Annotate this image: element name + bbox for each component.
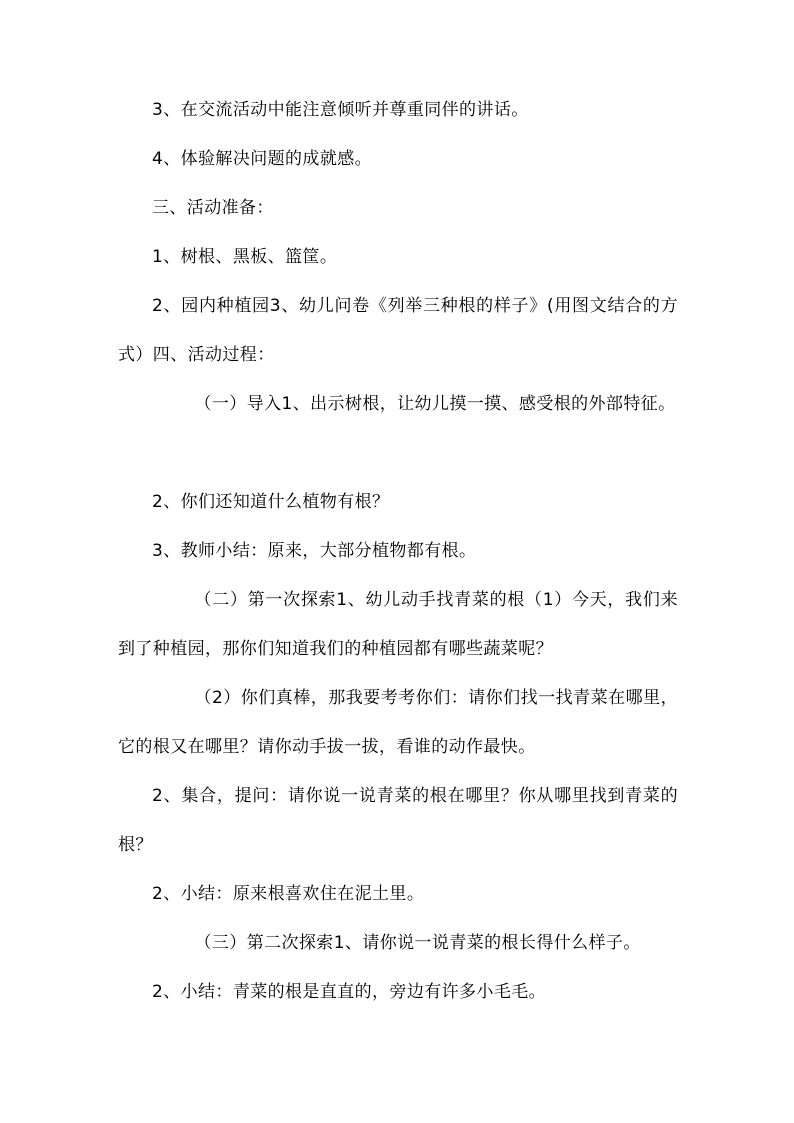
paragraph-objective-3: 3、在交流活动中能注意倾听并尊重同伴的讲话。 bbox=[152, 100, 529, 120]
paragraph-gather-question: 2、集合，提问：请你说一说青菜的根在哪里？你从哪里找到青菜的根？ bbox=[118, 786, 678, 855]
section-heading-preparation: 三、活动准备： bbox=[152, 198, 274, 218]
paragraph-preparation-1: 1、树根、黑板、篮筐。 bbox=[152, 247, 338, 267]
paragraph-preparation-2: 2、园内种植园3、幼儿问卷《列举三种根的样子》(用图文结合的方式）四、活动过程： bbox=[118, 296, 678, 365]
paragraph-introduction: （一）导入1、出示树根，让幼儿摸一摸、感受根的外部特征。 bbox=[194, 394, 676, 414]
paragraph-first-exploration: （二）第一次探索1、幼儿动手找青菜的根（1）今天，我们来到了种植园，那你们知道我们的种植园都有哪些蔬菜呢？ bbox=[118, 590, 678, 659]
paragraph-second-exploration: （三）第二次探索1、请你说一说青菜的根长得什么样子。 bbox=[194, 933, 641, 953]
paragraph-summary-root-shape: 2、小结：青菜的根是直直的，旁边有许多小毛毛。 bbox=[152, 982, 547, 1002]
paragraph-first-exploration-2: （2）你们真棒，那我要考考你们：请你们找一找青菜在哪里，它的根又在哪里？请你动手拔一拔，看谁的动作最快。 bbox=[118, 688, 678, 757]
paragraph-objective-4: 4、体验解决问题的成就感。 bbox=[152, 149, 373, 169]
paragraph-teacher-summary: 3、教师小结：原来，大部分植物都有根。 bbox=[152, 541, 477, 561]
paragraph-summary-soil: 2、小结：原来根喜欢住在泥土里。 bbox=[152, 884, 425, 904]
paragraph-question-plants: 2、你们还知道什么植物有根？ bbox=[152, 492, 390, 512]
